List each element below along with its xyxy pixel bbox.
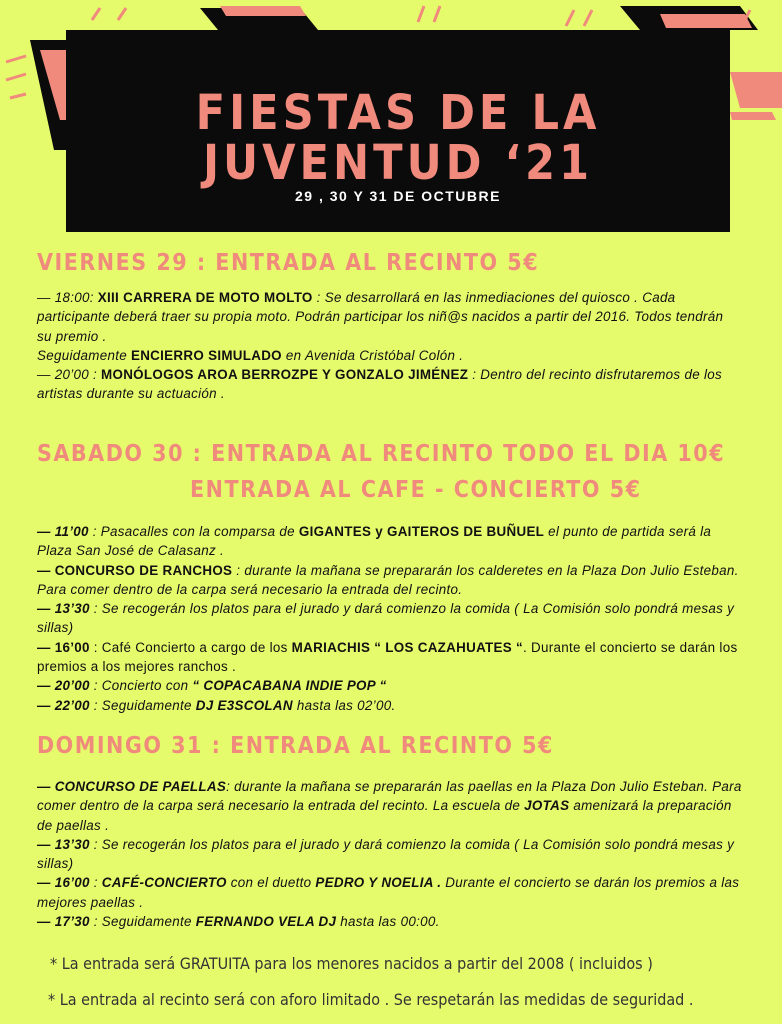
item-title: DJ E3SCOLAN [195, 697, 293, 713]
item-text: : durante la mañana se prepararán las paellas en la Plaza Don Julio Esteban. Para comer dentro de la carpa será necesario la entrada del recinto. La escuela de [37, 779, 742, 814]
schedule-item [37, 777, 742, 835]
item-text: Seguidamente [37, 347, 131, 363]
sabado-heading-1: SABADO 30 : ENTRADA AL RECINTO TODO EL DIA 10€ [37, 441, 726, 467]
viernes-heading: VIERNES 29 : ENTRADA AL RECINTO 5€ [37, 250, 540, 276]
viernes-schedule [37, 288, 742, 404]
schedule-item [37, 835, 742, 874]
schedule-item [37, 676, 742, 695]
schedule-item [37, 561, 742, 600]
item-text: : [89, 290, 98, 305]
domingo-heading: DOMINGO 31 : ENTRADA AL RECINTO 5€ [37, 733, 554, 759]
schedule-item [37, 873, 742, 912]
item-title: — CONCURSO DE PAELLAS [37, 779, 227, 794]
title-line-1: FIESTAS DE LA [195, 85, 601, 141]
schedule-item [37, 696, 742, 715]
item-text: hasta las 00:00. [336, 914, 440, 930]
item-title: ENCIERRO SIMULADO [130, 347, 282, 363]
header-banner [66, 30, 730, 232]
item-text: : Pasacalles con la comparsa de [88, 524, 299, 539]
item-time: — 16’00 [37, 875, 90, 891]
schedule-item [37, 346, 742, 365]
item-text: Durante el concierto se darán los premios a las mejores paellas . [37, 875, 740, 910]
item-time: — 13’30 [37, 601, 90, 617]
item-text: : [88, 367, 102, 383]
item-text: con el duetto [226, 875, 316, 891]
item-text: el punto de partida será la Plaza San José de Calasanz . [37, 524, 712, 559]
item-text: : Concierto con [89, 678, 193, 694]
title-line-2: JUVENTUD ‘21 [202, 135, 594, 191]
item-title: JOTAS [524, 798, 570, 814]
item-time: — 16’00 [37, 639, 90, 655]
event-dates: 29 , 30 Y 31 DE OCTUBRE [295, 188, 501, 204]
item-text: : Se recogerán los platos para el jurado y dará comienzo la comida ( La Comisión solo pondrá mesas y sillas) [37, 601, 735, 636]
page-title [66, 85, 730, 191]
item-title: MONÓLOGOS AROA BERROZPE Y GONZALO JIMÉNEZ [101, 367, 469, 383]
item-title: “ COPACABANA INDIE POP “ [192, 678, 387, 694]
item-title: CAFÉ-CONCIERTO [101, 875, 227, 891]
schedule-item [37, 288, 742, 346]
item-title: XIII CARRERA DE MOTO MOLTO [97, 290, 313, 305]
item-time: — 18:00 [37, 290, 90, 305]
item-text: : Se desarrollará en las inmediaciones del quiosco . Cada participante deberá traer su propia moto. Podrán participar los niñ@s nacidos a partir del 2016. Todos tendrán su premio . [37, 290, 724, 344]
item-text: : Dentro del recinto disfrutaremos de los artistas durante su actuación . [37, 367, 722, 402]
item-time: — 20’00 [37, 367, 89, 383]
schedule-item [37, 638, 742, 677]
item-text: en Avenida Cristóbal Colón . [281, 347, 464, 363]
item-title: GIGANTES y GAITEROS DE BUÑUEL [298, 524, 545, 539]
schedule-item [37, 912, 742, 931]
item-time: — 13’30 [37, 836, 90, 852]
sabado-heading-2: ENTRADA AL CAFE - CONCIERTO 5€ [190, 477, 642, 503]
schedule-item [37, 365, 742, 404]
schedule-item [37, 522, 742, 561]
item-title: FERNANDO VELA DJ [195, 914, 337, 930]
item-text: hasta las 02’00. [292, 697, 396, 713]
item-text: : [89, 875, 102, 891]
item-text: : durante la mañana se prepararán los calderetes en la Plaza Don Julio Esteban. Para comer dentro de la carpa será necesario la entrada del recinto. [37, 562, 739, 597]
note-free-entry: * La entrada será GRATUITA para los menores nacidos a partir del 2008 ( incluidos ) [50, 954, 653, 973]
item-text: : Café Concierto a cargo de los [89, 639, 292, 655]
item-text: : Se recogerán los platos para el jurado y dará comienzo la comida ( La Comisión solo pondrá mesas y sillas) [37, 836, 735, 872]
item-time: — 22’00 [37, 697, 90, 713]
item-text: : Seguidamente [89, 914, 196, 930]
item-text: . Durante el concierto se darán los premios a los mejores ranchos . [37, 639, 738, 675]
item-title: — CONCURSO DE RANCHOS [37, 562, 233, 578]
item-time: — 17’30 [37, 914, 90, 930]
item-text: amenizará la preparación de paellas . [37, 798, 732, 833]
item-time: — 11’00 [37, 524, 89, 539]
note-capacity: * La entrada al recinto será con aforo limitado . Se respetarán las medidas de seguridad . [48, 990, 694, 1009]
schedule-item [37, 599, 742, 638]
domingo-schedule [37, 777, 742, 931]
item-title: PEDRO Y NOELIA . [315, 875, 442, 891]
item-time: — 20’00 [37, 678, 90, 694]
item-title: MARIACHIS “ LOS CAZAHUATES “ [291, 639, 523, 655]
item-text: : Seguidamente [89, 697, 196, 713]
sabado-schedule [37, 522, 742, 715]
